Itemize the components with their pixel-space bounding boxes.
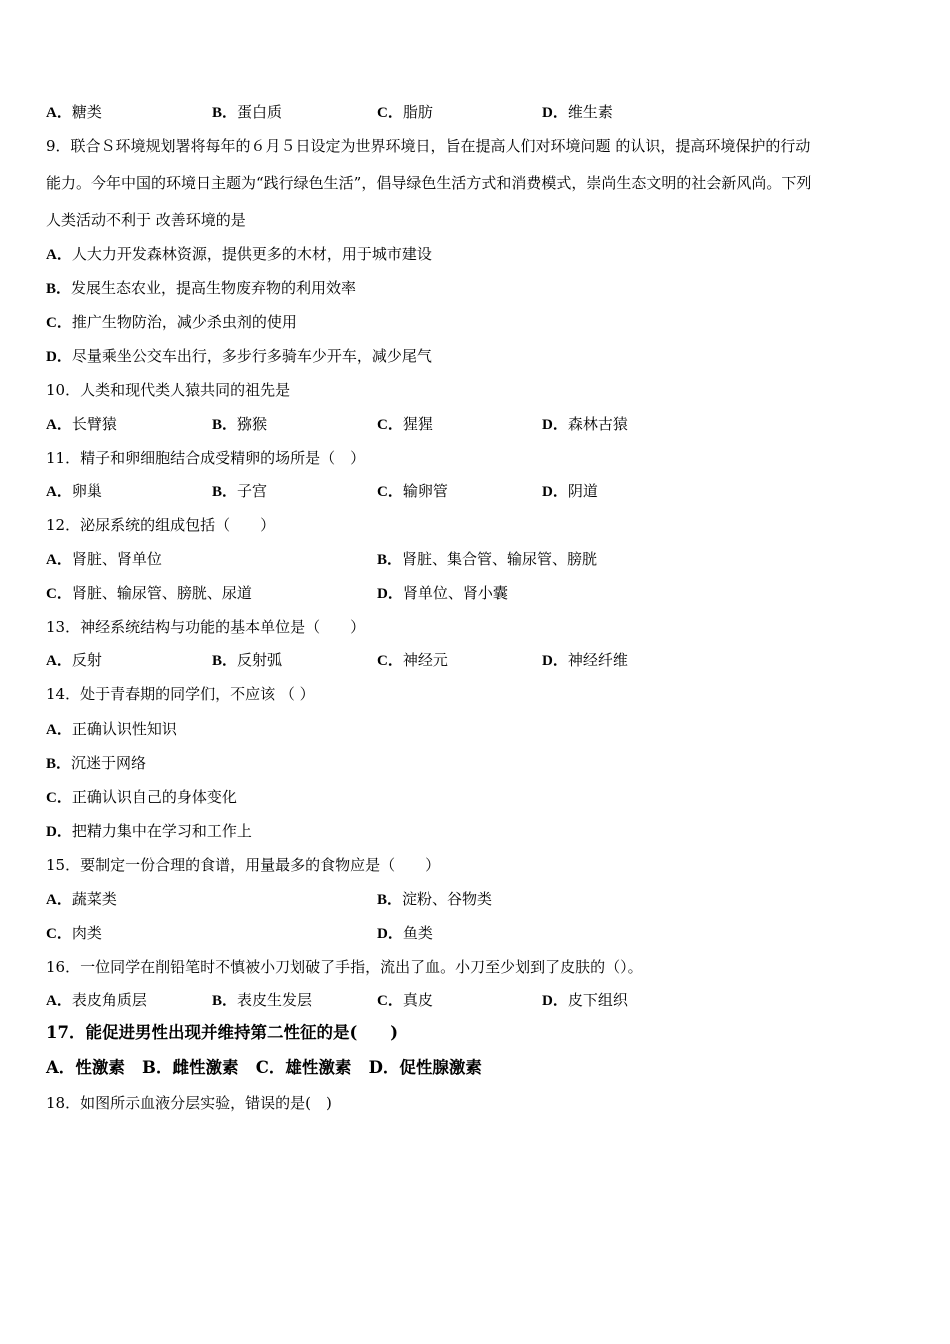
q9-stem-line-3: 人类活动不利于 改善环境的是 xyxy=(46,211,246,229)
q12-option-c xyxy=(46,583,252,604)
option-letter: C． xyxy=(46,790,72,806)
q14-stem: 14．处于青春期的同学们，不应该 （ ） xyxy=(46,685,315,703)
q9-option-b xyxy=(46,278,356,299)
q9-option-a xyxy=(46,244,432,265)
q10-stem: 10．人类和现代类人猿共同的祖先是 xyxy=(46,381,291,399)
q8-option-c xyxy=(377,102,433,123)
option-text: 肾脏、输尿管、膀胱、尿道 xyxy=(71,584,252,602)
option-text: 子宫 xyxy=(237,482,268,500)
option-text: 反射弧 xyxy=(237,651,283,669)
option-letter: A． xyxy=(46,417,72,433)
option-text: 沉迷于网络 xyxy=(71,754,147,772)
option-text: 输卵管 xyxy=(402,482,448,500)
q15-option-d xyxy=(377,923,433,944)
q10-option-d xyxy=(542,414,628,435)
q13-option-a xyxy=(46,650,102,671)
option-letter: C． xyxy=(377,653,403,669)
q16-stem: 16．一位同学在削铅笔时不慎被小刀划破了手指，流出了血。小刀至少划到了皮肤的（）。 xyxy=(46,958,643,976)
option-text: 神经元 xyxy=(402,651,448,669)
option-text: 蔬菜类 xyxy=(71,890,117,908)
option-letter: A． xyxy=(46,653,72,669)
option-letter: D． xyxy=(377,586,403,602)
option-text: 神经纤维 xyxy=(567,651,628,669)
q17-option-b xyxy=(142,1058,238,1077)
option-text: 长臂猿 xyxy=(71,415,117,433)
option-letter: B． xyxy=(377,892,403,908)
option-text: 表皮角质层 xyxy=(71,991,147,1009)
option-text: 猕猴 xyxy=(237,415,268,433)
option-text: 肾脏、肾单位 xyxy=(71,550,162,568)
option-text: 发展生态农业，提高生物废弃物的利用效率 xyxy=(71,279,357,297)
option-letter: D． xyxy=(377,926,403,942)
option-letter: B． xyxy=(46,756,72,772)
q14-option-b xyxy=(46,753,146,774)
option-letter: B． xyxy=(212,105,238,121)
option-text: 表皮生发层 xyxy=(237,991,313,1009)
option-letter: C． xyxy=(46,315,72,331)
option-letter: A． xyxy=(46,892,72,908)
option-letter: B． xyxy=(212,484,238,500)
option-text: 维生素 xyxy=(567,103,613,121)
option-text: 把精力集中在学习和工作上 xyxy=(71,822,252,840)
q18-stem: 18．如图所示血液分层实验，错误的是( ) xyxy=(46,1094,332,1112)
q11-option-b xyxy=(212,481,267,502)
option-letter: B． xyxy=(212,993,238,1009)
option-text: 尽量乘坐公交车出行，多步行多骑车少开车，减少尾气 xyxy=(71,347,432,365)
q11-stem: 11．精子和卵细胞结合成受精卵的场所是（ ） xyxy=(46,449,366,467)
option-letter: B． xyxy=(46,281,72,297)
option-text: 真皮 xyxy=(402,991,433,1009)
option-text: 推广生物防治，减少杀虫剂的使用 xyxy=(71,313,297,331)
option-text: 促性腺激素 xyxy=(399,1058,482,1077)
q13-option-c xyxy=(377,650,448,671)
option-text: 肉类 xyxy=(71,924,102,942)
q12-option-b xyxy=(377,549,597,570)
q8-option-d xyxy=(542,102,613,123)
option-text: 皮下组织 xyxy=(567,991,628,1009)
q15-option-c xyxy=(46,923,102,944)
option-text: 淀粉、谷物类 xyxy=(402,890,493,908)
option-text: 肾单位、肾小囊 xyxy=(402,584,508,602)
q13-option-b xyxy=(212,650,282,671)
option-letter: B． xyxy=(212,417,238,433)
option-text: 糖类 xyxy=(71,103,102,121)
q14-option-a xyxy=(46,719,177,740)
option-letter: D． xyxy=(542,993,568,1009)
q12-stem: 12．泌尿系统的组成包括（ ） xyxy=(46,516,276,534)
option-letter: D． xyxy=(542,105,568,121)
q16-option-c xyxy=(377,990,433,1011)
option-letter: D． xyxy=(368,1058,400,1077)
q16-option-d xyxy=(542,990,628,1011)
q13-stem: 13．神经系统结构与功能的基本单位是（ ） xyxy=(46,618,366,636)
q9-option-c xyxy=(46,312,297,333)
option-text: 雄性激素 xyxy=(285,1058,352,1077)
q8-option-b xyxy=(212,102,282,123)
q10-option-a xyxy=(46,414,117,435)
option-text: 脂肪 xyxy=(402,103,433,121)
q13-option-d xyxy=(542,650,628,671)
q12-option-d xyxy=(377,583,508,604)
option-letter: C． xyxy=(255,1058,286,1077)
q10-option-c xyxy=(377,414,433,435)
q11-option-a xyxy=(46,481,102,502)
option-text: 鱼类 xyxy=(402,924,433,942)
q15-stem: 15．要制定一份合理的食谱，用量最多的食物应是（ ） xyxy=(46,856,441,874)
option-text: 雌性激素 xyxy=(172,1058,239,1077)
option-text: 正确认识自己的身体变化 xyxy=(71,788,237,806)
option-letter: A． xyxy=(46,105,72,121)
q17-option-d xyxy=(369,1058,482,1077)
option-letter: D． xyxy=(542,653,568,669)
option-letter: B． xyxy=(212,653,238,669)
q16-option-a xyxy=(46,990,147,1011)
option-text: 蛋白质 xyxy=(237,103,283,121)
option-text: 猩猩 xyxy=(402,415,433,433)
option-text: 阴道 xyxy=(567,482,598,500)
q9-stem-line-1: 9．联合Ｓ环境规划署将每年的６月５日设定为世界环境日，旨在提高人们对环境问题 的认识，提高环境保护的行动 xyxy=(46,137,811,155)
option-letter: D． xyxy=(46,349,72,365)
q17-options-row xyxy=(46,1058,482,1078)
option-text: 肾脏、集合管、输尿管、膀胱 xyxy=(402,550,598,568)
q16-option-b xyxy=(212,990,312,1011)
option-text: 卵巢 xyxy=(71,482,102,500)
option-letter: D． xyxy=(46,824,72,840)
q11-option-d xyxy=(542,481,598,502)
option-letter: A． xyxy=(46,247,72,263)
option-text: 正确认识性知识 xyxy=(71,720,177,738)
option-text: 反射 xyxy=(71,651,102,669)
option-letter: D． xyxy=(542,417,568,433)
q10-option-b xyxy=(212,414,267,435)
q11-option-c xyxy=(377,481,448,502)
q15-option-a xyxy=(46,889,117,910)
q17-option-a xyxy=(46,1058,125,1077)
option-letter: C． xyxy=(377,484,403,500)
q15-option-b xyxy=(377,889,492,910)
option-letter: C． xyxy=(46,926,72,942)
option-letter: A． xyxy=(46,993,72,1009)
option-letter: B． xyxy=(142,1058,173,1077)
q17-stem: 17．能促进男性出现并维持第二性征的是( ) xyxy=(46,1023,399,1042)
option-letter: C． xyxy=(377,105,403,121)
q12-option-a xyxy=(46,549,162,570)
q17-option-c xyxy=(256,1058,352,1077)
option-letter: C． xyxy=(377,993,403,1009)
option-text: 人大力开发森林资源，提供更多的木材，用于城市建设 xyxy=(71,245,432,263)
q8-option-a xyxy=(46,102,102,123)
q9-option-d xyxy=(46,346,432,367)
option-letter: C． xyxy=(46,586,72,602)
option-letter: B． xyxy=(377,552,403,568)
option-letter: A． xyxy=(46,484,72,500)
q14-option-c xyxy=(46,787,237,808)
option-letter: A． xyxy=(46,722,72,738)
option-text: 森林古猿 xyxy=(567,415,628,433)
q14-option-d xyxy=(46,821,252,842)
option-letter: D． xyxy=(542,484,568,500)
option-text: 性激素 xyxy=(75,1058,125,1077)
option-letter: A． xyxy=(46,1058,76,1077)
option-letter: C． xyxy=(377,417,403,433)
q9-stem-line-2: 能力。今年中国的环境日主题为“践行绿色生活”，倡导绿色生活方式和消费模式，崇尚生态文明的社会新风尚。下列 xyxy=(46,174,812,192)
option-letter: A． xyxy=(46,552,72,568)
